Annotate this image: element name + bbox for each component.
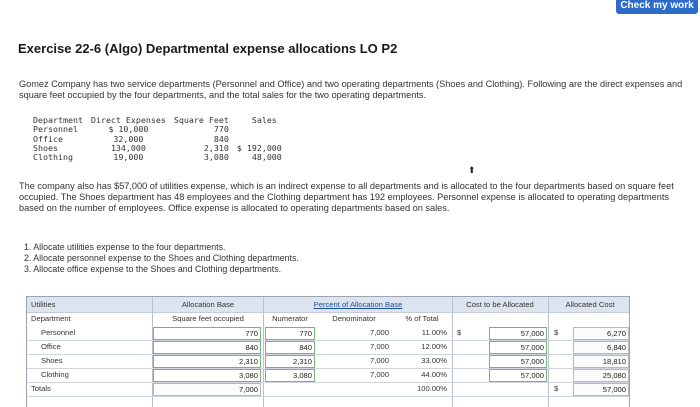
base-total[interactable]: 7,000	[153, 383, 261, 396]
cell-sales	[233, 125, 286, 134]
subheader-square-feet: Square feet occupied	[172, 314, 244, 323]
numerator-input-shoes[interactable]: 2,310	[265, 355, 315, 368]
pct-value: 33.00%	[421, 356, 447, 365]
cell-sqft: 840	[213, 133, 229, 144]
row-label-clothing: Clothing	[41, 370, 69, 379]
pct-total: 100.00%	[417, 384, 447, 393]
cost-input-office[interactable]: 57,000	[489, 341, 547, 354]
section-label: Utilities	[31, 300, 56, 309]
task-item: 2. Allocate personnel expense to the Shoes and Clothing departments.	[24, 253, 299, 264]
cell-direct: 134,000	[110, 142, 146, 153]
col-allocation-base: Allocation Base	[181, 300, 235, 309]
numerator-input-clothing[interactable]: 3,080	[265, 369, 315, 382]
denominator-value: 7,000	[369, 356, 389, 365]
numerator-input-personnel[interactable]: 770	[265, 327, 315, 340]
grid-divider	[452, 297, 453, 407]
allocated-cost-total[interactable]: 57,000	[573, 383, 629, 396]
cell-sqft: 2,310	[203, 142, 229, 153]
row-label-office: Office	[41, 342, 61, 351]
header-sales: Sales	[251, 115, 277, 125]
pct-value: 11.00%	[421, 328, 447, 337]
table-row	[29, 153, 286, 162]
header-department: Department	[33, 115, 83, 125]
grid-divider	[548, 297, 549, 407]
page-title: Exercise 22-6 (Algo) Departmental expense allocations LO P2	[18, 41, 398, 56]
mouse-cursor-icon: ⬆	[468, 165, 476, 175]
allocated-cost-shoes[interactable]: 18,810	[573, 355, 629, 368]
cost-input-personnel[interactable]: 57,000	[489, 327, 547, 340]
row-label-totals: Totals	[31, 384, 51, 393]
col-cost-to-be-allocated: Cost to be Allocated	[466, 300, 534, 309]
header-direct-expenses: Direct Expenses	[90, 115, 166, 125]
col-allocated-cost: Allocated Cost	[565, 300, 615, 309]
currency-symbol: $	[554, 328, 559, 337]
pct-value: 12.00%	[421, 342, 447, 351]
cell-dept: Office	[33, 133, 63, 144]
denominator-value: 7,000	[369, 370, 389, 379]
table-row	[29, 125, 286, 134]
allocated-cost-office[interactable]: 6,840	[573, 341, 629, 354]
subheader-pct-total: % of Total	[405, 314, 439, 323]
currency-symbol: $	[457, 328, 462, 337]
cell-direct: 19,000	[113, 152, 144, 163]
base-input-personnel[interactable]: 770	[153, 327, 261, 340]
cell-dept: Shoes	[33, 142, 58, 153]
cell-sales: $ 192,000	[236, 142, 282, 153]
cost-input-clothing[interactable]: 57,000	[489, 369, 547, 382]
row-label-personnel: Personnel	[41, 328, 76, 337]
utilities-allocation-grid	[26, 296, 630, 407]
task-item: 1. Allocate utilities expense to the four departments.	[24, 242, 226, 252]
intro-text: Gomez Company has two service departments (Personnel and Office) and two operating departments (Shoes and Clothing). Following are the direct expenses and square feet occupied by the four departments, and the total sales for the two operating departments.	[19, 79, 683, 100]
base-input-shoes[interactable]: 2,310	[153, 355, 261, 368]
check-my-work-button[interactable]: Check my work	[616, 0, 698, 14]
cell-sqft: 770	[213, 124, 229, 135]
cost-input-shoes[interactable]: 57,000	[489, 355, 547, 368]
subheader-department: Department	[31, 314, 71, 323]
denominator-value: 7,000	[369, 328, 389, 337]
base-input-office[interactable]: 840	[153, 341, 261, 354]
pct-value: 44.00%	[421, 370, 447, 379]
grid-row-line	[27, 382, 630, 383]
row-label-shoes: Shoes	[41, 356, 63, 365]
department-data-table	[29, 116, 286, 162]
utilities-text: The company also has $57,000 of utilities expense, which is an indirect expense to all departments and is allocated to the four departments based on square feet occupied. The Shoes department has 48 employees and the Clothing department has 192 employees. Personnel expense is allocated to operating departments based on the number of employees. Office expense is allocated to operating departments based on sales.	[19, 181, 674, 213]
allocated-cost-personnel[interactable]: 6,270	[573, 327, 629, 340]
col-percent-allocation-base: Percent of Allocation Base	[313, 300, 403, 309]
cell-sqft: 3,080	[203, 152, 229, 163]
header-square-feet: Square Feet	[173, 115, 229, 125]
base-input-clothing[interactable]: 3,080	[153, 369, 261, 382]
subheader-numerator: Numerator	[272, 314, 308, 323]
task-list	[24, 242, 299, 276]
numerator-input-office[interactable]: 840	[265, 341, 315, 354]
currency-symbol: $	[554, 384, 559, 393]
task-item: 3. Allocate office expense to the Shoes and Clothing departments.	[24, 264, 282, 275]
cell-sales: 48,000	[251, 152, 282, 163]
subheader-denominator: Denominator	[332, 314, 376, 323]
grid-row-line	[27, 396, 630, 397]
cell-direct: $ 10,000	[108, 124, 149, 135]
cell-dept: Clothing	[33, 152, 73, 163]
cell-direct: 32,000	[113, 133, 144, 144]
allocated-cost-clothing[interactable]: 25,080	[573, 369, 629, 382]
grid-divider	[263, 297, 264, 407]
cell-dept: Personnel	[33, 124, 78, 135]
denominator-value: 7,000	[369, 342, 389, 351]
